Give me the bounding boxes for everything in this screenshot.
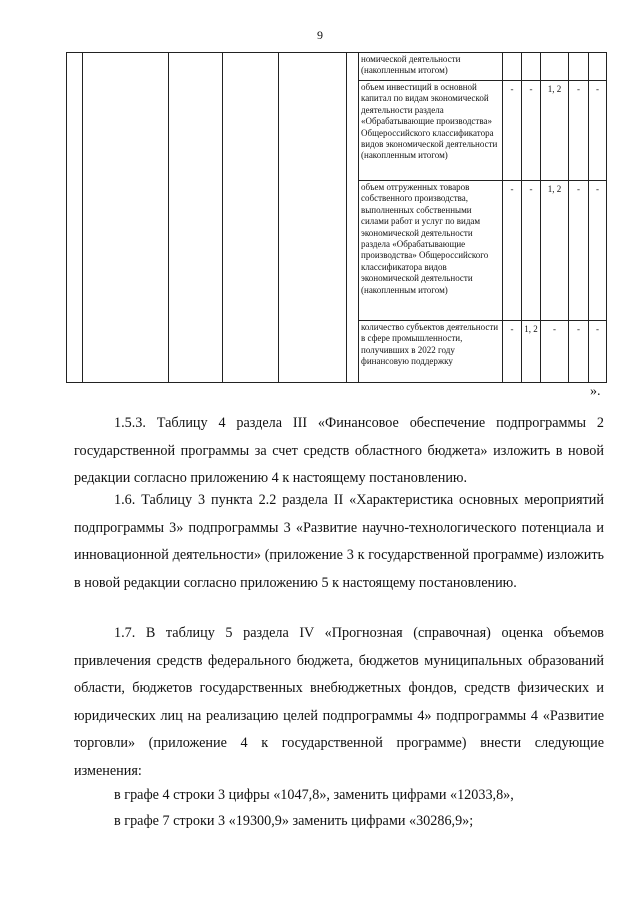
mark-cell: - (541, 321, 569, 383)
table-cell-empty (223, 53, 279, 383)
amendment-line-1: в графе 4 строки 3 цифры «1047,8», заменить цифрами «12033,8», (114, 787, 514, 803)
mark-cell: - (522, 181, 541, 321)
paragraph-1-7: 1.7. В таблицу 5 раздела IV «Прогнозная (справочная) оценка объемов привлечения средств федерального бюджета, бюджетов муниципальных образований области, бюджетов государственных внебюджетных фондов, средств физических и юридических лиц на реализацию целей подпрограммы 4» подпрограммы 4 «Развитие торговли» (приложение 4 к государственной программе) внести следующие изменения: (74, 625, 604, 779)
mark-cell (589, 53, 607, 81)
mark-cell (522, 53, 541, 81)
indicator-table (66, 52, 607, 383)
mark-cell: - (522, 81, 541, 181)
mark-cell: - (589, 81, 607, 181)
mark-cell: 1, 2 (522, 321, 541, 383)
mark-cell (541, 53, 569, 81)
indicator-cell: количество субъектов деятельности в сфере промышленности, получивших в 2022 году финансовую поддержку (359, 321, 503, 383)
mark-cell: - (589, 181, 607, 321)
table-cell-empty (169, 53, 223, 383)
table-row (67, 53, 607, 81)
mark-cell: - (569, 81, 589, 181)
mark-cell: - (569, 321, 589, 383)
mark-cell: 1, 2 (541, 81, 569, 181)
page-number: 9 (317, 28, 323, 42)
mark-cell (503, 53, 522, 81)
mark-cell: - (503, 321, 522, 383)
mark-cell (569, 53, 589, 81)
table-cell-empty (83, 53, 169, 383)
mark-cell: - (503, 81, 522, 181)
mark-cell: - (589, 321, 607, 383)
mark-cell: 1, 2 (541, 181, 569, 321)
closing-quote: ». (590, 384, 601, 399)
indicator-cell: номической деятельности (накопленным итогом) (359, 53, 503, 81)
table-cell-empty (347, 53, 359, 383)
table-cell-empty (279, 53, 347, 383)
indicator-cell: объем инвестиций в основной капитал по видам экономической деятельности раздела «Обрабатывающие производства» Общероссийского классификатора видов экономической деятельности (накопленным итогом) (359, 81, 503, 181)
mark-cell: - (503, 181, 522, 321)
amendment-line-2: в графе 7 строки 3 «19300,9» заменить цифрами «30286,9»; (114, 813, 474, 829)
paragraph-1-6: 1.6. Таблицу 3 пункта 2.2 раздела II «Характеристика основных мероприятий подпрограммы 3» подпрограммы 3 «Развитие научно-технологического потенциала и инновационной деятельности» (приложение 3 к государственной программе) изложить в новой редакции согласно приложению 5 к настоящему постановлению. (74, 492, 604, 591)
mark-cell: - (569, 181, 589, 321)
paragraph-1-5-3: 1.5.3. Таблицу 4 раздела III «Финансовое обеспечение подпрограммы 2 государственной программы за счет средств областного бюджета» изложить в новой редакции согласно приложению 4 к настоящему постановлению. (74, 415, 604, 486)
table-cell-empty (67, 53, 83, 383)
indicator-cell: объем отгруженных товаров собственного производства, выполненных собственными силами работ и услуг по видам экономической деятельности раздела «Обрабатывающие производства» Общероссийского классификатора видов экономической деятельности (накопленным итогом) (359, 181, 503, 321)
